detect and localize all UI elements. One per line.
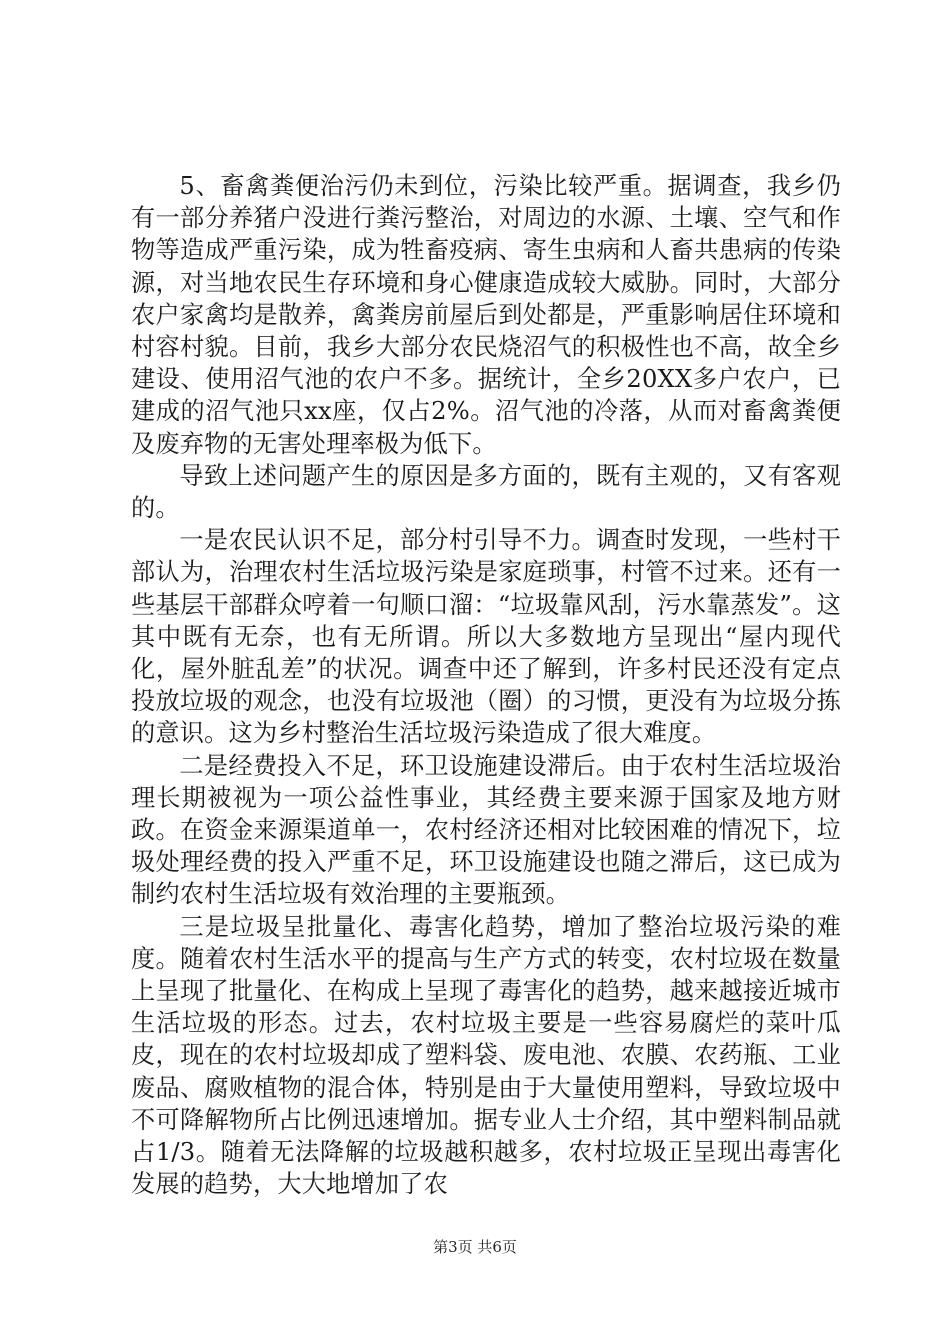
document-body (131, 170, 841, 1201)
paragraph-cause-funding: 二是经费投入不足，环卫设施建设滞后。由于农村生活垃圾治理长期被视为一项公益性事业，其经费主要来源于国家及地方财政。在资金来源渠道单一，农村经济还相对比较困难的情况下，垃圾处理经费的投入严重不足，环卫设施建设也随之滞后，这已成为制约农村生活垃圾有效治理的主要瓶颈。 (131, 751, 841, 909)
paragraph-cause-toxic-waste: 三是垃圾呈批量化、毒害化趋势，增加了整治垃圾污染的难度。随着农村生活水平的提高与生产方式的转变，农村垃圾在数量上呈现了批量化、在构成上呈现了毒害化的趋势，越来越接近城市生活垃圾的形态。过去，农村垃圾主要是一些容易腐烂的菜叶瓜皮，现在的农村垃圾却成了塑料袋、废电池、农膜、农药瓶、工业废品、腐败植物的混合体，特别是由于大量使用塑料，导致垃圾中不可降解物所占比例迅速增加。据专业人士介绍，其中塑料制品就占1/3。随着无法降解的垃圾越积越多，农村垃圾正呈现出毒害化发展的趋势，大大地增加了农 (131, 912, 841, 1199)
paragraph-causes-intro: 导致上述问题产生的原因是多方面的，既有主观的，又有客观的。 (131, 461, 841, 523)
paragraph-cause-awareness: 一是农民认识不足，部分村引导不力。调查时发现，一些村干部认为，治理农村生活垃圾污染是家庭琐事，村管不过来。还有一些基层干部群众哼着一句顺口溜：“垃圾靠风刮，污水靠蒸发”。这其中既有无奈，也有无所谓。所以大多数地方呈现出“屋内现代化，屋外脏乱差”的状况。调查中还了解到，许多村民还没有定点投放垃圾的观念，也没有垃圾池（圈）的习惯，更没有为垃圾分拣的意识。这为乡村整治生活垃圾污染造成了很大难度。 (131, 526, 841, 748)
paragraph-livestock-manure: 5、畜禽粪便治污仍未到位，污染比较严重。据调查，我乡仍有一部分养猪户没进行粪污整治，对周边的水源、土壤、空气和作物等造成严重污染，成为牲畜疫病、寄生虫病和人畜共患病的传染源，对当地农民生存环境和身心健康造成较大威胁。同时，大部分农户家禽均是散养，禽粪房前屋后到处都是，严重影响居住环境和村容村貌。目前，我乡大部分农民烧沼气的积极性也不高，故全乡建设、使用沼气池的农户不多。据统计，全乡20XX多户农户，已建成的沼气池只xx座，仅占2%。沼气池的冷落，从而对畜禽粪便及废弃物的无害处理率极为低下。 (131, 172, 841, 458)
page-number-footer: 第3页 共6页 (433, 1238, 517, 1256)
